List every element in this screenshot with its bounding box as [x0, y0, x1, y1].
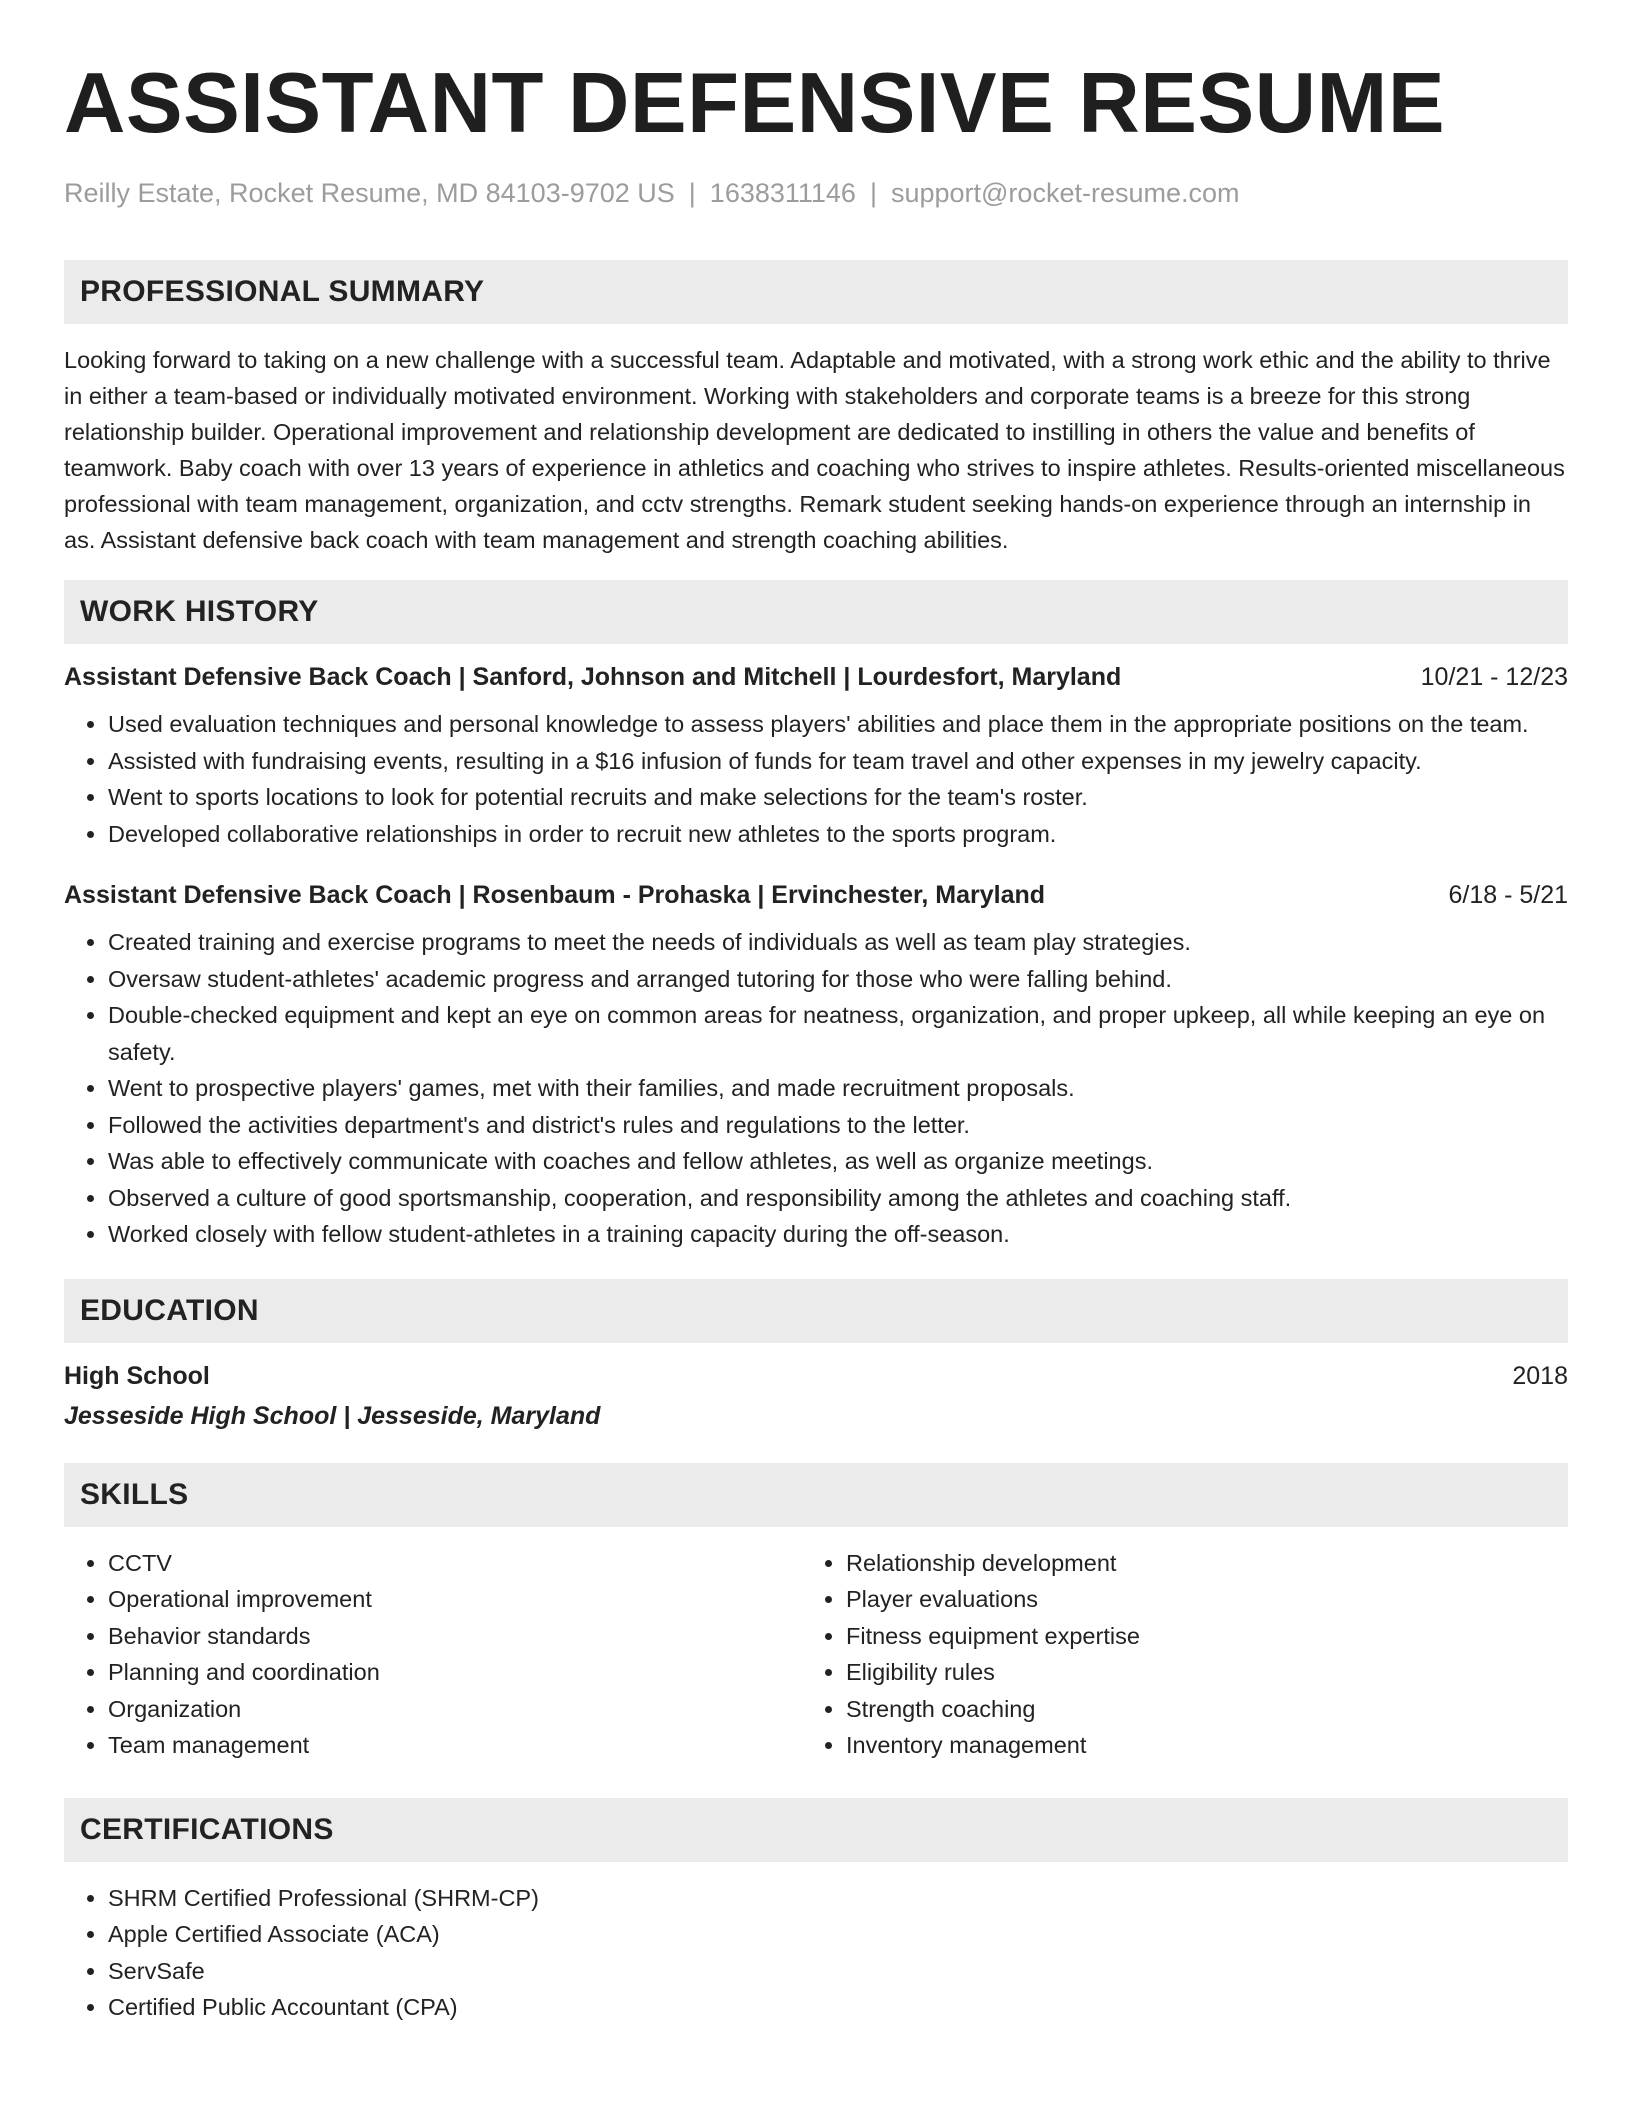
job-bullet: • Developed collaborative relationships in order to recruit new athletes to the sports program.: [108, 816, 1568, 853]
job-dates: 6/18 - 5/21: [1448, 881, 1568, 909]
education-degree: High School: [64, 1361, 210, 1390]
skill-item: • Team management: [108, 1727, 802, 1764]
certification-item: • SHRM Certified Professional (SHRM-CP): [108, 1880, 1568, 1917]
skill-item: • Behavior standards: [108, 1618, 802, 1655]
contact-line: [64, 176, 1568, 210]
job-bullet: • Went to prospective players' games, met with their families, and made recruitment proposals.: [108, 1070, 1568, 1107]
contact-phone: 1638311146: [709, 178, 856, 208]
skill-item: • CCTV: [108, 1545, 802, 1582]
skill-item: • Relationship development: [846, 1545, 1540, 1582]
job-bullet: • Was able to effectively communicate with coaches and fellow athletes, as well as organize meetings.: [108, 1143, 1568, 1180]
skills-heading: SKILLS: [64, 1463, 1568, 1527]
skill-item: • Planning and coordination: [108, 1654, 802, 1691]
job-bullet: • Followed the activities department's and district's rules and regulations to the letter.: [108, 1107, 1568, 1144]
certification-item: • ServSafe: [108, 1953, 1568, 1990]
job-bullets: [64, 924, 1568, 1253]
skill-item: • Organization: [108, 1691, 802, 1728]
job-bullet: • Created training and exercise programs to meet the needs of individuals as well as team play strategies.: [108, 924, 1568, 961]
education-heading: EDUCATION: [64, 1279, 1568, 1343]
job-entry: [64, 878, 1568, 1253]
skills-column-right: [802, 1545, 1540, 1764]
job-bullet: • Assisted with fundraising events, resulting in a $16 infusion of funds for team travel and other expenses in my jewelry capacity.: [108, 743, 1568, 780]
certifications-list: [64, 1880, 1568, 2026]
skills-column-left: [64, 1545, 802, 1764]
job-title: Assistant Defensive Back Coach | Sanford, Johnson and Mitchell | Lourdesfort, Maryland: [64, 663, 1122, 691]
job-header: [64, 660, 1568, 694]
certification-item: • Certified Public Accountant (CPA): [108, 1989, 1568, 2026]
education-school: Jesseside High School | Jesseside, Maryland: [64, 1401, 601, 1430]
education-header: [64, 1359, 1568, 1393]
contact-separator: |: [688, 178, 696, 208]
skill-item: • Operational improvement: [108, 1581, 802, 1618]
job-bullet: • Used evaluation techniques and personal knowledge to assess players' abilities and place them in the appropriate positions on the team.: [108, 706, 1568, 743]
skill-item: • Eligibility rules: [846, 1654, 1540, 1691]
certifications-heading: CERTIFICATIONS: [64, 1798, 1568, 1862]
skill-item: • Fitness equipment expertise: [846, 1618, 1540, 1655]
education-section: [64, 1279, 1568, 1433]
contact-email: support@rocket-resume.com: [890, 178, 1240, 208]
job-bullet: • Went to sports locations to look for potential recruits and make selections for the team's roster.: [108, 779, 1568, 816]
skill-item: • Player evaluations: [846, 1581, 1540, 1618]
work-history-section: [64, 580, 1568, 1253]
job-dates: 10/21 - 12/23: [1420, 663, 1568, 691]
job-bullets: [64, 706, 1568, 852]
skill-item: • Strength coaching: [846, 1691, 1540, 1728]
contact-separator: |: [869, 178, 877, 208]
summary-text: Looking forward to taking on a new challenge with a successful team. Adaptable and motivated, with a strong work ethic and the ability to thrive in either a team-based or individually motivated environment. Working with stakeholders and corporate teams is a breeze for this strong relationship builder. Operational improvement and relationship development are dedicated to instilling in others the value and benefits of teamwork. Baby coach with over 13 years of experience in athletics and coaching who strives to inspire athletes. Results-oriented miscellaneous professional with team management, organization, and cctv strengths. Remark student seeking hands-on experience through an internship in as. Assistant defensive back coach with team management and strength coaching abilities.: [64, 347, 1565, 553]
education-entry: [64, 1359, 1568, 1433]
job-bullet: • Oversaw student-athletes' academic progress and arranged tutoring for those who were falling behind.: [108, 961, 1568, 998]
resume-title: ASSISTANT DEFENSIVE RESUME: [64, 56, 1446, 151]
job-title: Assistant Defensive Back Coach | Rosenbaum - Prohaska | Ervinchester, Maryland: [64, 881, 1046, 909]
job-bullet: • Worked closely with fellow student-athletes in a training capacity during the off-season.: [108, 1216, 1568, 1253]
job-bullet: • Observed a culture of good sportsmanship, cooperation, and responsibility among the athletes and coaching staff.: [108, 1180, 1568, 1217]
summary-section: [64, 260, 1568, 558]
skills-grid: [64, 1545, 1568, 1764]
work-history-heading: WORK HISTORY: [64, 580, 1568, 644]
job-bullet: • Double-checked equipment and kept an eye on common areas for neatness, organization, and proper upkeep, all while keeping an eye on safety.: [108, 997, 1568, 1070]
certification-item: • Apple Certified Associate (ACA): [108, 1916, 1568, 1953]
skills-section: [64, 1463, 1568, 1764]
skills-list: [64, 1545, 802, 1764]
contact-address: Reilly Estate, Rocket Resume, MD 84103-9702 US: [64, 178, 675, 208]
job-entry: [64, 660, 1568, 852]
certifications-section: [64, 1798, 1568, 2026]
skills-list: [802, 1545, 1540, 1764]
skill-item: • Inventory management: [846, 1727, 1540, 1764]
job-header: [64, 878, 1568, 912]
summary-heading: PROFESSIONAL SUMMARY: [64, 260, 1568, 324]
education-year: 2018: [1512, 1361, 1568, 1390]
